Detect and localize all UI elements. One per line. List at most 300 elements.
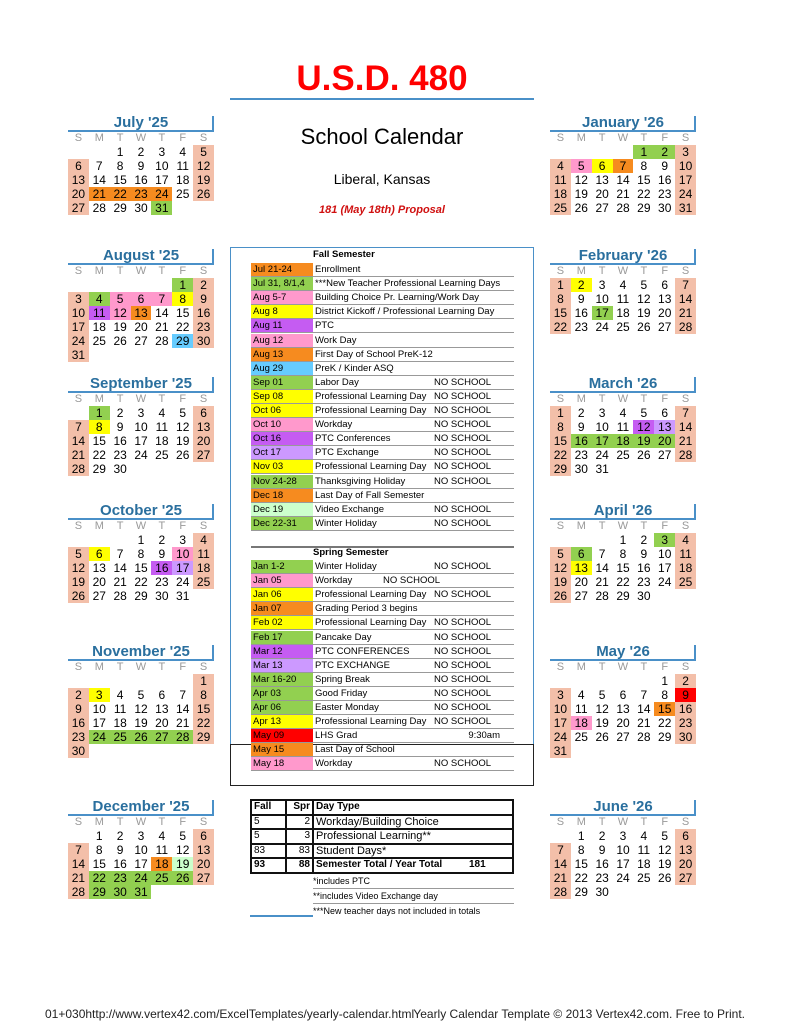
calendar-day: 29 [113, 201, 127, 215]
calendar-day: 13 [675, 843, 696, 857]
calendar-day: 7 [675, 278, 696, 292]
calendar-day: 30 [675, 730, 696, 744]
calendar-day: 7 [151, 292, 172, 306]
calendar-day: 3 [654, 533, 675, 547]
month-title [68, 374, 214, 393]
calendar-day: 25 [151, 871, 172, 885]
calendar-day: 27 [658, 448, 672, 462]
calendar-day: 20 [92, 575, 106, 589]
fall-count: 5 [251, 829, 286, 844]
calendar-day: 28 [172, 730, 193, 744]
calendar-day: 15 [637, 173, 651, 187]
calendar-day: 17 [550, 716, 571, 730]
event-note: NO SCHOOL [434, 405, 492, 416]
calendar-day: 19 [68, 575, 89, 589]
empty-day [131, 278, 152, 292]
empty-day [89, 278, 110, 292]
calendar-day: 15 [550, 306, 571, 320]
calendar-day: 24 [68, 334, 89, 348]
weekday-header: S [681, 393, 690, 405]
empty-day [592, 145, 613, 159]
weekday-header: T [116, 265, 124, 277]
calendar-day: 3 [675, 145, 696, 159]
calendar-day: 19 [637, 306, 651, 320]
event-date: Dec 22-31 [251, 517, 313, 530]
calendar-day: 11 [113, 702, 127, 716]
calendar-day: 16 [658, 173, 672, 187]
weekday-header: W [135, 520, 147, 532]
calendar-day: 27 [675, 871, 696, 885]
weekday-header: S [681, 132, 690, 144]
calendar-day: 27 [92, 589, 106, 603]
header-day-type: Day Type [313, 800, 513, 815]
calendar-day: 21 [595, 575, 609, 589]
calendar-day: 29 [92, 462, 106, 476]
calendar-day: 12 [176, 420, 190, 434]
day-grid [68, 520, 214, 603]
calendar-day: 23 [68, 730, 89, 744]
event-description: ***New Teacher Professional Learning Days [315, 278, 501, 290]
calendar-day: 24 [89, 730, 110, 744]
weekday-header: T [116, 661, 124, 673]
calendar-day: 29 [134, 589, 148, 603]
event-note: NO SCHOOL [434, 503, 492, 515]
month-calendar [550, 642, 696, 758]
calendar-day: 17 [68, 320, 89, 334]
event-note: NO SCHOOL [434, 589, 492, 601]
calendar-day: 25 [616, 448, 630, 462]
day-grid [68, 265, 214, 362]
event-description: Building Choice Pr. Learning/Work Day [315, 292, 480, 304]
event-row [251, 446, 514, 460]
calendar-day: 31 [675, 201, 696, 215]
calendar-day: 12 [110, 306, 131, 320]
calendar-day: 25 [176, 187, 190, 201]
calendar-day: 25 [675, 575, 696, 589]
calendar-day: 10 [550, 702, 571, 716]
calendar-day: 11 [550, 173, 571, 187]
calendar-day: 19 [550, 575, 571, 589]
calendar-day: 27 [616, 730, 630, 744]
weekday-header: F [661, 520, 669, 532]
spr-count: 2 [286, 815, 313, 830]
event-row [251, 517, 514, 531]
calendar-day: 27 [151, 730, 172, 744]
calendar-day: 29 [637, 201, 651, 215]
event-note: NO SCHOOL [434, 419, 492, 431]
event-row [251, 631, 514, 645]
weekday-header: S [74, 520, 83, 532]
calendar-day: 26 [637, 448, 651, 462]
event-row [251, 277, 514, 291]
calendar-day: 19 [113, 320, 127, 334]
empty-day [592, 674, 613, 688]
calendar-day: 12 [633, 420, 654, 434]
calendar-day: 24 [134, 448, 148, 462]
calendar-day: 14 [550, 857, 571, 871]
weekday-header: S [556, 661, 565, 673]
summary-row [251, 844, 513, 859]
day-grid [68, 132, 214, 215]
calendar-day: 24 [550, 730, 571, 744]
event-note: NO SCHOOL [434, 433, 492, 445]
calendar-day: 24 [151, 187, 172, 201]
calendar-day: 21 [616, 187, 630, 201]
weekday-header: F [661, 132, 669, 144]
calendar-day: 10 [616, 843, 630, 857]
event-description: Professional Learning Day [315, 589, 427, 601]
calendar-day: 8 [619, 547, 627, 561]
event-date: Aug 13 [251, 348, 313, 361]
calendar-day: 18 [113, 716, 127, 730]
weekday-header: F [661, 816, 669, 828]
event-row [251, 319, 514, 333]
weekday-header: T [158, 265, 166, 277]
calendar-day: 15 [616, 561, 630, 575]
calendar-day: 6 [158, 688, 166, 702]
event-description: Easter Monday [315, 702, 379, 713]
calendar-day: 1 [172, 278, 193, 292]
event-date: Jul 31, 8/1,4 [251, 277, 313, 290]
calendar-day: 24 [658, 575, 672, 589]
calendar-day: 25 [92, 334, 106, 348]
calendar-day: 5 [661, 829, 669, 843]
event-row [251, 390, 514, 404]
calendar-day: 30 [658, 201, 672, 215]
weekday-header: S [74, 132, 83, 144]
event-note: NO SCHOOL [434, 758, 492, 770]
footer-url: 01+030http://www.vertex42.com/ExcelTemplates/yearly-calendar.html [45, 1007, 415, 1021]
weekday-header: S [556, 132, 565, 144]
calendar-day: 2 [116, 406, 124, 420]
event-row [251, 376, 514, 390]
calendar-day: 15 [654, 702, 675, 716]
month-name: May '26 [596, 643, 650, 660]
calendar-day: 20 [595, 187, 609, 201]
event-description: Enrollment [315, 264, 361, 275]
calendar-day: 28 [637, 730, 651, 744]
calendar-day: 6 [68, 159, 89, 173]
calendar-day: 26 [131, 730, 152, 744]
calendar-day: 10 [595, 292, 609, 306]
event-description: PTC [315, 320, 334, 332]
event-date: Sep 01 [251, 376, 313, 389]
month-title [550, 642, 696, 661]
month-calendar [550, 246, 696, 334]
calendar-day: 20 [616, 716, 630, 730]
calendar-day: 25 [193, 575, 214, 589]
event-date: Jan 07 [251, 602, 313, 615]
calendar-day: 1 [619, 533, 627, 547]
event-date: Aug 8 [251, 305, 313, 318]
calendar-day: 18 [193, 561, 214, 575]
location-text: Liberal, Kansas [333, 171, 431, 187]
event-note: NO SCHOOL [434, 702, 492, 713]
calendar-day: 7 [640, 688, 648, 702]
calendar-day: 21 [68, 871, 89, 885]
event-date: Oct 16 [251, 432, 313, 445]
calendar-day: 14 [675, 292, 696, 306]
calendar-day: 12 [637, 292, 651, 306]
weekday-header: W [617, 393, 629, 405]
calendar-day: 6 [675, 829, 696, 843]
calendar-day: 1 [550, 406, 571, 420]
day-type: Student Days* [313, 844, 513, 859]
calendar-day: 27 [68, 201, 89, 215]
event-row [251, 701, 514, 715]
weekday-header: W [617, 520, 629, 532]
event-note: NO SCHOOL [434, 716, 492, 728]
calendar-day: 22 [550, 448, 571, 462]
event-date: Nov 03 [251, 460, 313, 473]
calendar-day: 1 [193, 674, 214, 688]
calendar-day: 12 [176, 843, 190, 857]
empty-day [68, 829, 89, 843]
title-tick [212, 116, 214, 132]
title-tick [694, 800, 696, 816]
event-date: Oct 10 [251, 418, 313, 431]
month-calendar [550, 501, 696, 603]
header-fall: Fall [251, 800, 286, 815]
calendar-day: 13 [595, 173, 609, 187]
weekday-header: T [116, 132, 124, 144]
calendar-day: 15 [92, 857, 106, 871]
calendar-day: 3 [619, 829, 627, 843]
title-tick [694, 249, 696, 265]
calendar-day: 13 [155, 702, 169, 716]
empty-day [110, 533, 131, 547]
event-note: NO SCHOOL [434, 461, 492, 473]
month-calendar [550, 797, 696, 899]
weekday-header: W [135, 816, 147, 828]
calendar-day: 6 [193, 406, 214, 420]
calendar-day: 29 [172, 334, 193, 348]
calendar-day: 6 [131, 292, 152, 306]
event-description: Spring Break [315, 673, 370, 685]
weekday-header: T [598, 393, 606, 405]
calendar-day: 29 [574, 885, 588, 899]
month-title [68, 113, 214, 132]
calendar-day: 16 [193, 306, 214, 320]
month-name: January '26 [582, 114, 664, 131]
event-description: Professional Learning Day [315, 405, 427, 416]
calendar-day: 2 [654, 145, 675, 159]
event-date: Oct 06 [251, 404, 313, 417]
calendar-day: 27 [193, 448, 214, 462]
weekday-header: M [576, 661, 586, 673]
calendar-day: 14 [113, 561, 127, 575]
month-name: July '25 [113, 114, 169, 131]
event-description: Last Day of School [315, 744, 395, 756]
calendar-day: 30 [155, 589, 169, 603]
calendar-day: 23 [675, 716, 696, 730]
month-title [68, 501, 214, 520]
empty-day [68, 406, 89, 420]
calendar-day: 4 [158, 829, 166, 843]
event-row [251, 503, 514, 517]
weekday-header: S [199, 520, 208, 532]
weekday-header: F [179, 393, 187, 405]
calendar-day: 28 [155, 334, 169, 348]
calendar-day: 22 [550, 320, 571, 334]
month-title [68, 642, 214, 661]
calendar-day: 22 [193, 716, 214, 730]
weekday-header: T [116, 393, 124, 405]
empty-day [613, 674, 634, 688]
event-note: NO SCHOOL [434, 517, 492, 529]
weekday-header: W [617, 132, 629, 144]
calendar-day: 6 [661, 278, 669, 292]
month-calendar [550, 374, 696, 476]
event-row [251, 715, 514, 729]
calendar-day: 8 [640, 159, 648, 173]
month-name: December '25 [92, 798, 190, 815]
calendar-day: 4 [619, 406, 627, 420]
calendar-day: 5 [179, 829, 187, 843]
calendar-day: 17 [155, 173, 169, 187]
calendar-day: 1 [116, 145, 124, 159]
weekday-header: S [556, 816, 565, 828]
calendar-day: 6 [571, 547, 592, 561]
event-date: Sep 08 [251, 390, 313, 403]
event-row [251, 574, 514, 588]
month-calendar [68, 374, 214, 476]
calendar-day: 18 [637, 857, 651, 871]
calendar-day: 14 [68, 857, 89, 871]
calendar-day: 26 [113, 334, 127, 348]
event-date: Aug 29 [251, 362, 313, 375]
calendar-day: 4 [577, 688, 585, 702]
calendar-day: 9 [116, 420, 124, 434]
calendar-day: 19 [134, 716, 148, 730]
calendar-day: 12 [550, 561, 571, 575]
event-date: May 09 [251, 729, 313, 742]
weekday-header: T [640, 816, 648, 828]
calendar-day: 23 [193, 320, 214, 334]
calendar-day: 20 [574, 575, 588, 589]
weekday-header: M [576, 520, 586, 532]
weekday-header: T [640, 393, 648, 405]
calendar-day: 28 [68, 885, 89, 899]
calendar-day: 6 [619, 688, 627, 702]
event-row [251, 687, 514, 701]
title-divider [230, 98, 534, 100]
weekday-header: M [94, 520, 104, 532]
month-name: September '25 [90, 375, 192, 392]
calendar-day: 1 [89, 406, 110, 420]
calendar-day: 28 [68, 462, 89, 476]
weekday-header: S [681, 661, 690, 673]
calendar-day: 21 [155, 320, 169, 334]
calendar-day: 17 [616, 857, 630, 871]
weekday-header: M [94, 393, 104, 405]
title-tick [212, 800, 214, 816]
weekday-header: S [199, 661, 208, 673]
calendar-day: 2 [137, 145, 145, 159]
event-row [251, 404, 514, 418]
calendar-day: 5 [571, 159, 592, 173]
calendar-day: 4 [640, 829, 648, 843]
event-date: Mar 16-20 [251, 673, 313, 686]
month-title [550, 501, 696, 520]
calendar-day: 31 [595, 462, 609, 476]
day-grid [550, 393, 696, 476]
calendar-day: 15 [92, 434, 106, 448]
day-grid [550, 661, 696, 758]
calendar-day: 31 [550, 744, 571, 758]
calendar-day: 11 [89, 306, 110, 320]
weekday-header: T [116, 816, 124, 828]
calendar-day: 11 [176, 159, 189, 173]
event-description: Professional Learning Day [315, 461, 427, 473]
calendar-day: 24 [675, 187, 696, 201]
weekday-header: T [158, 393, 166, 405]
calendar-day: 3 [179, 533, 187, 547]
event-row [251, 489, 514, 503]
event-description: PTC Exchange [315, 447, 379, 459]
day-grid [68, 816, 214, 899]
calendar-day: 16 [571, 434, 592, 448]
weekday-header: T [598, 265, 606, 277]
calendar-day: 30 [574, 462, 588, 476]
calendar-day: 5 [110, 292, 131, 306]
header-spr: Spr [286, 800, 313, 815]
calendar-day: 16 [675, 702, 696, 716]
month-title [550, 113, 696, 132]
event-note: NO SCHOOL [434, 659, 492, 671]
month-calendar [68, 501, 214, 603]
calendar-day: 8 [550, 292, 571, 306]
calendar-day: 8 [95, 843, 103, 857]
calendar-day: 3 [89, 688, 110, 702]
month-calendar [68, 113, 214, 215]
event-row [251, 645, 514, 659]
calendar-day: 26 [172, 871, 193, 885]
weekday-header: S [556, 265, 565, 277]
calendar-day: 28 [616, 201, 630, 215]
calendar-day: 31 [131, 885, 152, 899]
empty-day [172, 674, 193, 688]
weekday-header: M [576, 393, 586, 405]
calendar-day: 13 [131, 306, 152, 320]
fall-count: 5 [251, 815, 286, 830]
event-note: NO SCHOOL [434, 645, 492, 657]
empty-day [571, 145, 592, 159]
weekday-header: T [640, 132, 648, 144]
calendar-day: 3 [68, 292, 89, 306]
calendar-day: 20 [658, 306, 672, 320]
calendar-day: 19 [633, 434, 654, 448]
calendar-day: 2 [571, 278, 592, 292]
event-row [251, 729, 514, 743]
weekday-header: S [681, 265, 690, 277]
calendar-day: 26 [574, 201, 588, 215]
calendar-day: 31 [176, 589, 190, 603]
calendar-day: 9 [577, 292, 585, 306]
calendar-day: 26 [176, 448, 190, 462]
calendar-day: 20 [193, 857, 214, 871]
calendar-day: 10 [172, 547, 193, 561]
calendar-day: 13 [658, 292, 672, 306]
month-name: November '25 [92, 643, 190, 660]
event-date: Feb 17 [251, 631, 313, 644]
calendar-day: 28 [92, 201, 106, 215]
weekday-header: F [661, 393, 669, 405]
calendar-day: 23 [131, 187, 152, 201]
calendar-day: 28 [550, 885, 571, 899]
calendar-day: 8 [116, 159, 124, 173]
event-note: NO SCHOOL [434, 376, 492, 388]
